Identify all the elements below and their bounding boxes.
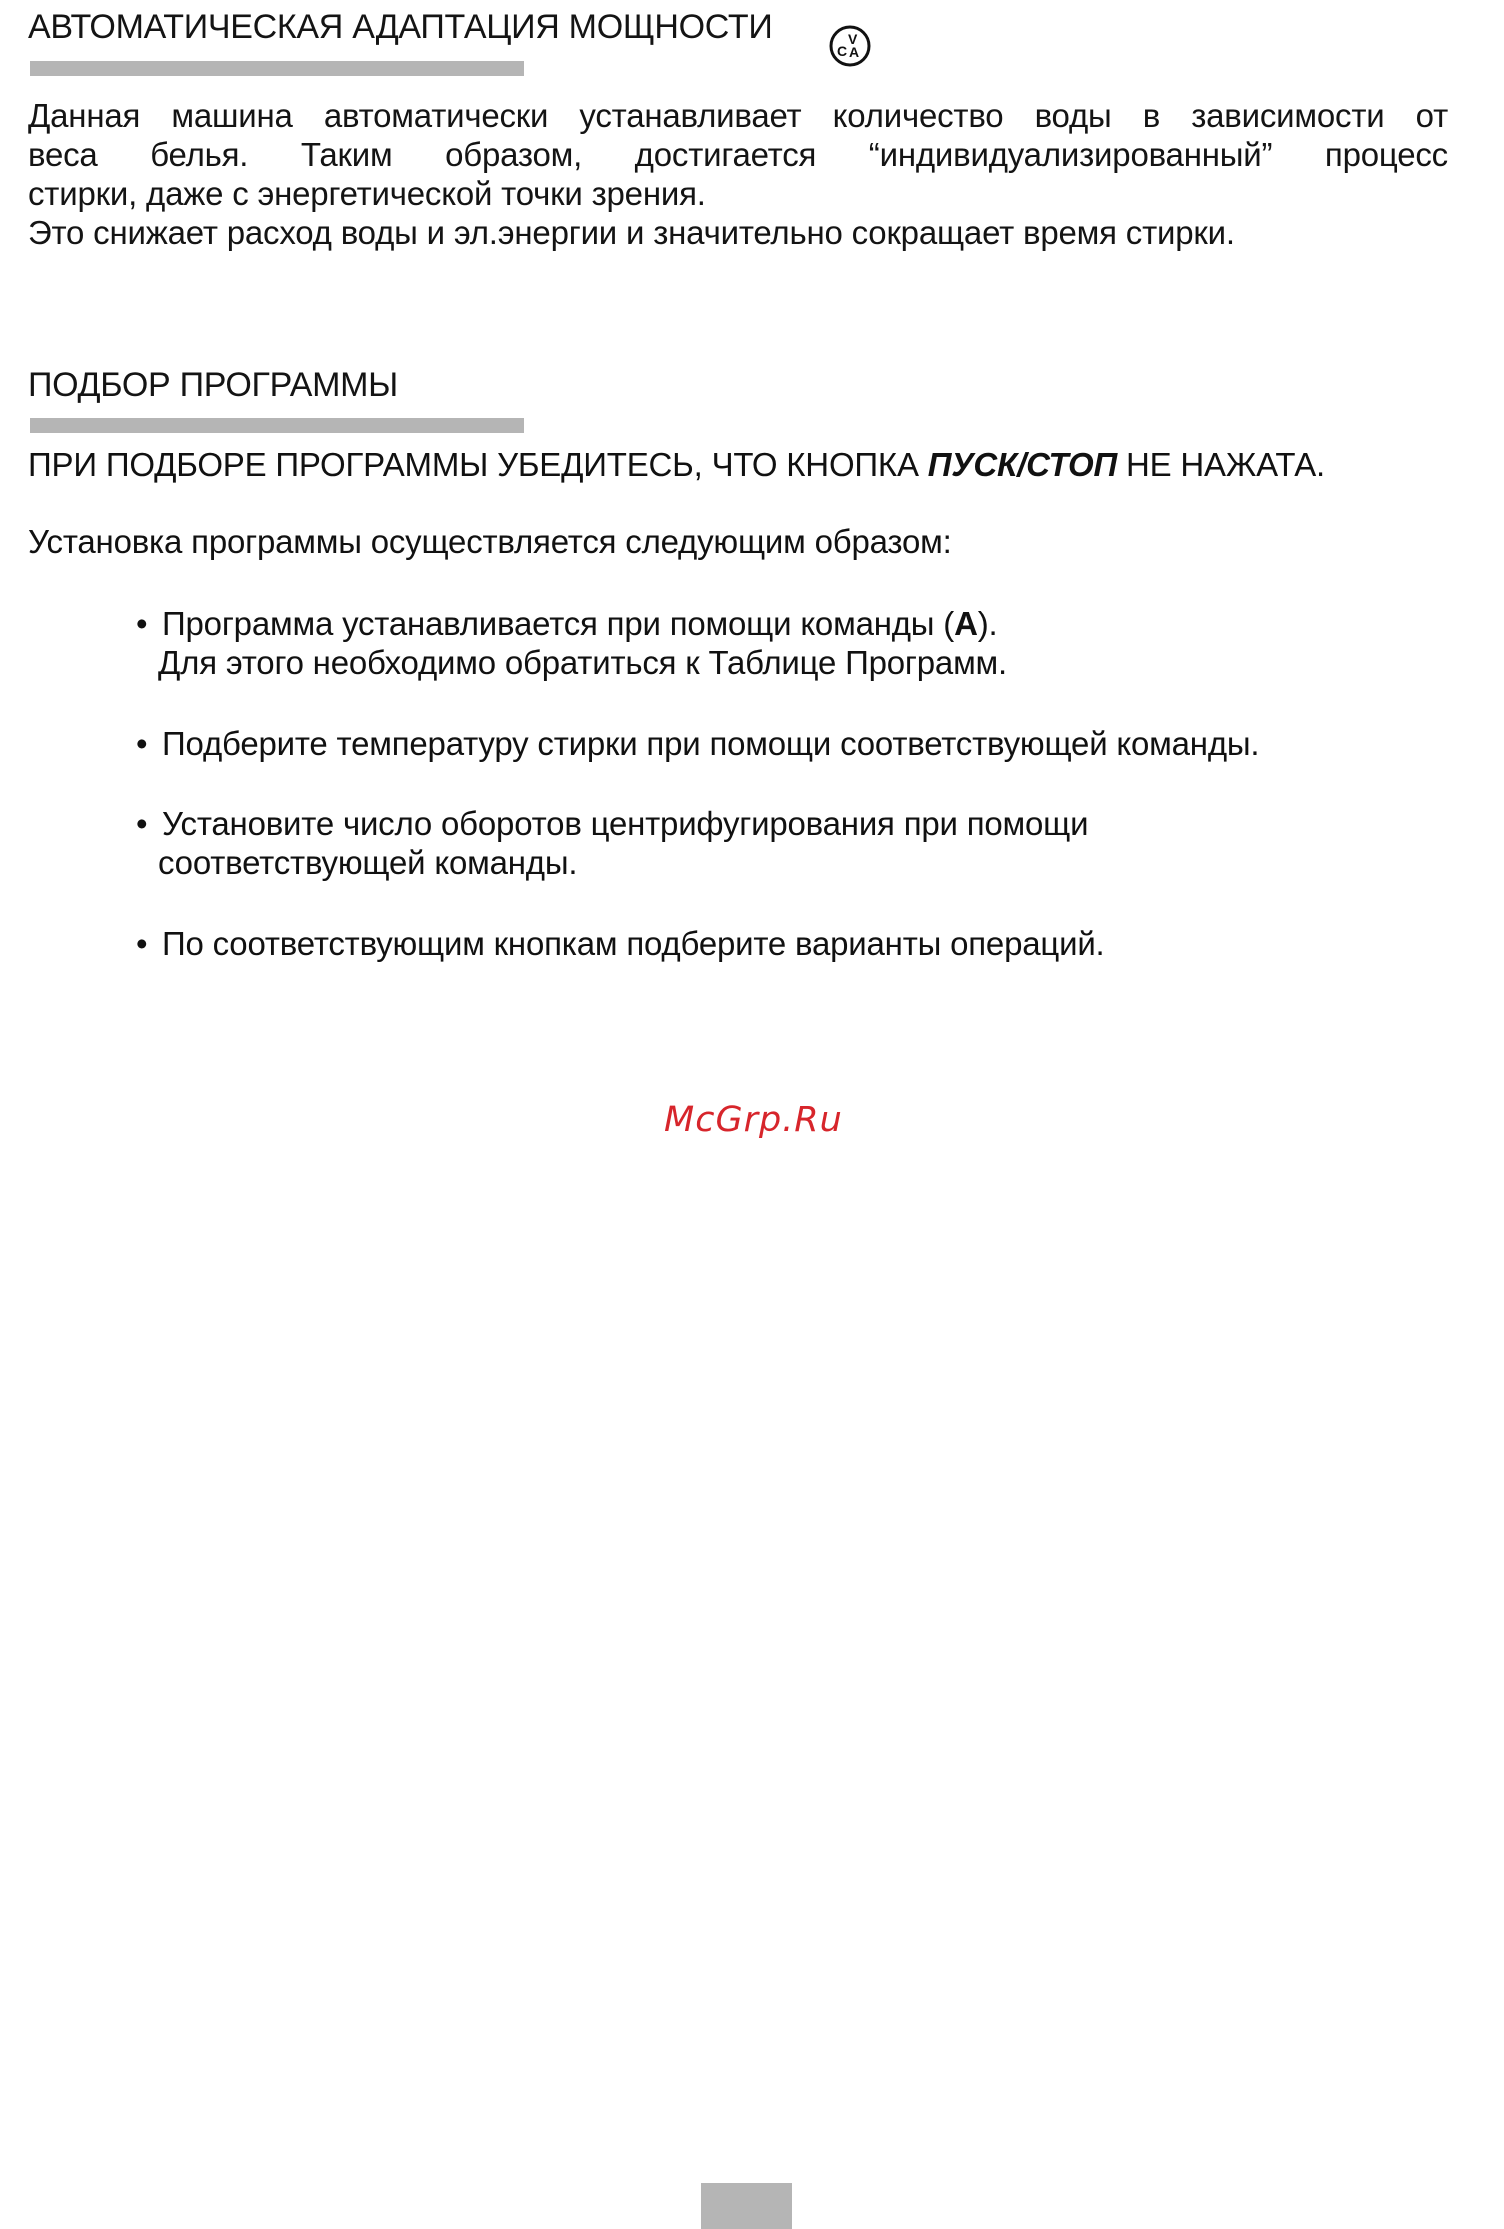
paragraph-line: Данная машина автоматически устанавливает количество воды в зависимости от — [28, 97, 1448, 134]
paragraph-line: веса белья. Таким образом, достигается “индивидуализированный” процесс — [28, 136, 1448, 173]
list-item — [136, 924, 1105, 963]
warning-text: НЕ НАЖАТА. — [1117, 446, 1325, 483]
start-stop-label: ПУСК/СТОП — [927, 446, 1118, 483]
svg-text:A: A — [849, 44, 860, 60]
bullet-text: соответствующей команды. — [158, 844, 578, 881]
bullet-icon: • — [136, 925, 148, 962]
bullet-text: Установите число оборотов центрифугирования при помощи — [162, 805, 1089, 842]
bullet-text: Подберите температуру стирки при помощи соответствующей команды. — [162, 725, 1260, 762]
paragraph-line: Это снижает расход воды и эл.энергии и значительно сокращает время стирки. — [28, 214, 1235, 251]
section-title-program-selection: ПОДБОР ПРОГРАММЫ — [28, 366, 398, 404]
watermark-text: McGrp.Ru — [664, 1100, 843, 1140]
warning-text: ПРИ ПОДБОРЕ ПРОГРАММЫ УБЕДИТЕСЬ, ЧТО КНОПКА — [28, 446, 928, 483]
bullet-icon: • — [136, 805, 148, 842]
bullet-text: ). — [977, 605, 998, 642]
svg-text:V: V — [848, 31, 858, 47]
bullet-icon: • — [136, 605, 148, 642]
section-title-auto-adaptation: АВТОМАТИЧЕСКАЯ АДАПТАЦИЯ МОЩНОСТИ — [28, 8, 773, 46]
bullet-text: Для этого необходимо обратиться к Таблице Программ. — [158, 644, 1008, 681]
title-underline-bar — [30, 418, 524, 433]
list-item — [136, 804, 1088, 882]
page-number-tab — [701, 2183, 792, 2229]
list-item — [136, 724, 1259, 763]
command-letter: A — [954, 605, 978, 642]
bullet-text: Программа устанавливается при помощи команды ( — [162, 605, 955, 642]
list-item — [136, 604, 1007, 682]
warning-start-stop — [28, 446, 1325, 484]
bullet-icon: • — [136, 725, 148, 762]
bullet-text: По соответствующим кнопкам подберите варианты операций. — [162, 925, 1105, 962]
program-setup-intro: Установка программы осуществляется следующим образом: — [28, 523, 952, 560]
svg-text:C: C — [837, 43, 848, 59]
auto-adaptation-paragraph — [28, 96, 1448, 252]
title-underline-bar — [30, 61, 524, 76]
paragraph-line: стирки, даже с энергетической точки зрения. — [28, 175, 706, 212]
cva-icon — [828, 24, 872, 68]
